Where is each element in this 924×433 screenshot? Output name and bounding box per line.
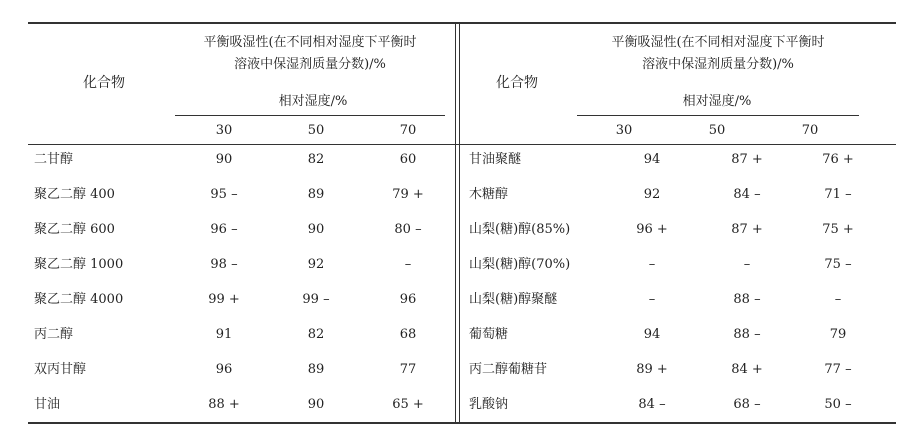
left-eq-header-line2: 溶液中保湿剂质量分数)/% bbox=[234, 57, 386, 72]
value-30: – bbox=[648, 257, 656, 272]
right-row bbox=[460, 292, 900, 308]
value-30: 99 + bbox=[208, 292, 240, 307]
value-50: 92 bbox=[307, 257, 325, 272]
value-30: 96 – bbox=[210, 222, 238, 237]
value-70: 76 + bbox=[822, 152, 854, 167]
compound-name: 山梨(糖)醇(85%) bbox=[469, 222, 571, 237]
value-70: 71 – bbox=[824, 187, 852, 202]
value-30: 95 – bbox=[210, 187, 238, 202]
value-30: 89 + bbox=[636, 362, 668, 377]
compound-name: 二甘醇 bbox=[34, 152, 74, 167]
compound-name: 聚乙二醇 600 bbox=[34, 222, 115, 237]
value-50: 99 – bbox=[302, 292, 330, 307]
right-row bbox=[460, 362, 900, 378]
compound-name: 丙二醇葡糖苷 bbox=[469, 362, 548, 377]
left-row bbox=[0, 397, 455, 413]
value-70: – bbox=[404, 257, 412, 272]
compound-name: 甘油 bbox=[34, 397, 61, 412]
left-row bbox=[0, 292, 455, 308]
value-30: 94 bbox=[643, 152, 661, 167]
compound-name: 聚乙二醇 400 bbox=[34, 187, 115, 202]
value-70: 96 bbox=[399, 292, 417, 307]
value-70: 77 – bbox=[824, 362, 852, 377]
compound-name: 乳酸钠 bbox=[469, 397, 509, 412]
right-eq-header bbox=[611, 32, 824, 76]
value-70: 80 – bbox=[394, 222, 422, 237]
compound-name: 聚乙二醇 1000 bbox=[34, 257, 124, 272]
right-col-70: 70 bbox=[801, 123, 819, 138]
value-70: 75 + bbox=[822, 222, 854, 237]
compound-name: 山梨(糖)醇聚醚 bbox=[469, 292, 558, 307]
compound-name: 葡萄糖 bbox=[469, 327, 509, 342]
left-row bbox=[0, 362, 455, 378]
value-70: 75 – bbox=[824, 257, 852, 272]
value-50: 84 – bbox=[733, 187, 761, 202]
value-30: 90 bbox=[215, 152, 233, 167]
right-eq-header-line2: 溶液中保湿剂质量分数)/% bbox=[642, 57, 794, 72]
value-70: 65 + bbox=[392, 397, 424, 412]
left-eq-header bbox=[203, 32, 416, 76]
right-eq-header-line1: 平衡吸湿性(在不同相对湿度下平衡时 bbox=[611, 35, 825, 50]
value-30: – bbox=[648, 292, 656, 307]
left-row bbox=[0, 222, 455, 238]
value-30: 88 + bbox=[208, 397, 240, 412]
left-row bbox=[0, 187, 455, 203]
value-70: 68 bbox=[399, 327, 417, 342]
top-rule bbox=[28, 22, 896, 24]
right-rh-rule bbox=[577, 115, 859, 116]
compound-name: 双丙甘醇 bbox=[34, 362, 87, 377]
value-30: 91 bbox=[215, 327, 233, 342]
bottom-rule bbox=[28, 422, 896, 424]
right-row bbox=[460, 257, 900, 273]
right-row bbox=[460, 152, 900, 168]
value-30: 96 + bbox=[636, 222, 668, 237]
value-30: 92 bbox=[643, 187, 661, 202]
value-50: 68 – bbox=[733, 397, 761, 412]
value-50: 82 bbox=[307, 152, 325, 167]
compound-name: 木糖醇 bbox=[469, 187, 509, 202]
right-rh-header: 相对湿度/% bbox=[682, 94, 752, 109]
right-col-30: 30 bbox=[615, 123, 633, 138]
compound-name: 聚乙二醇 4000 bbox=[34, 292, 124, 307]
value-30: 98 – bbox=[210, 257, 238, 272]
value-50: 87 + bbox=[731, 152, 763, 167]
left-rh-header: 相对湿度/% bbox=[278, 94, 348, 109]
left-rh-rule bbox=[175, 115, 445, 116]
value-50: 87 + bbox=[731, 222, 763, 237]
value-50: 88 – bbox=[733, 292, 761, 307]
left-col-70: 70 bbox=[399, 123, 417, 138]
right-row bbox=[460, 187, 900, 203]
value-70: – bbox=[834, 292, 842, 307]
value-50: 89 bbox=[307, 187, 325, 202]
value-50: – bbox=[743, 257, 751, 272]
right-col-50: 50 bbox=[708, 123, 726, 138]
value-50: 90 bbox=[307, 397, 325, 412]
divider-left-line bbox=[455, 22, 456, 424]
right-compound-header: 化合物 bbox=[496, 75, 538, 91]
value-30: 94 bbox=[643, 327, 661, 342]
left-row bbox=[0, 327, 455, 343]
value-70: 79 bbox=[829, 327, 847, 342]
left-col-30: 30 bbox=[215, 123, 233, 138]
value-30: 96 bbox=[215, 362, 233, 377]
compound-name: 山梨(糖)醇(70%) bbox=[469, 257, 571, 272]
value-50: 90 bbox=[307, 222, 325, 237]
right-row bbox=[460, 222, 900, 238]
value-50: 84 + bbox=[731, 362, 763, 377]
compound-name: 丙二醇 bbox=[34, 327, 74, 342]
value-50: 82 bbox=[307, 327, 325, 342]
left-eq-header-line1: 平衡吸湿性(在不同相对湿度下平衡时 bbox=[203, 35, 417, 50]
left-row bbox=[0, 257, 455, 273]
value-70: 79 + bbox=[392, 187, 424, 202]
header-bottom-rule bbox=[28, 144, 896, 145]
value-70: 60 bbox=[399, 152, 417, 167]
compound-name: 甘油聚醚 bbox=[469, 152, 522, 167]
left-compound-header: 化合物 bbox=[83, 75, 125, 91]
value-50: 89 bbox=[307, 362, 325, 377]
value-70: 77 bbox=[399, 362, 417, 377]
value-50: 88 – bbox=[733, 327, 761, 342]
left-col-50: 50 bbox=[307, 123, 325, 138]
value-30: 84 – bbox=[638, 397, 666, 412]
value-70: 50 – bbox=[824, 397, 852, 412]
right-row bbox=[460, 327, 900, 343]
left-row bbox=[0, 152, 455, 168]
right-row bbox=[460, 397, 900, 413]
